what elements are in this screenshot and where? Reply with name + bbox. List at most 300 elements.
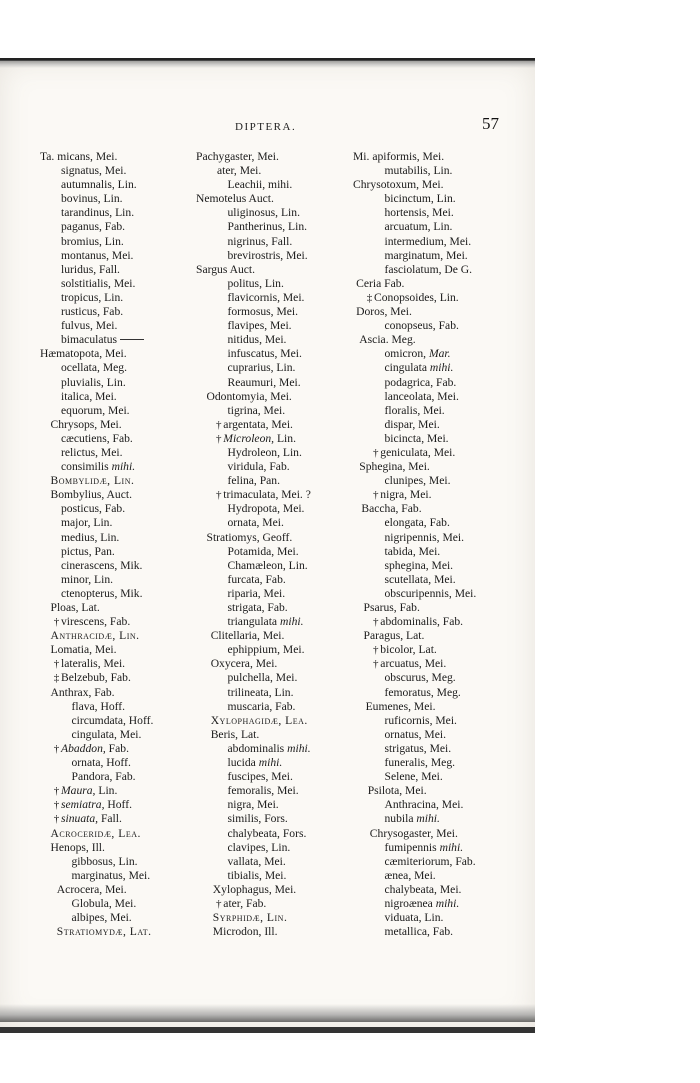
- index-entry: [353, 756, 533, 770]
- index-entry: [196, 178, 358, 192]
- index-entry: [40, 178, 200, 192]
- entry-text: ctenopterus, Mik.: [61, 586, 143, 600]
- entry-text: Stratiomys, Geoff.: [206, 530, 293, 544]
- index-entry: [40, 347, 200, 361]
- index-entry: [353, 249, 533, 263]
- index-entry: [40, 629, 200, 643]
- index-entry: [40, 291, 200, 305]
- index-entry: [40, 164, 200, 178]
- index-entry: [196, 911, 358, 925]
- entry-text: tibialis, Mei.: [227, 868, 287, 882]
- index-entry: [196, 206, 358, 220]
- entry-text: ornata, Hoff.: [71, 756, 131, 770]
- index-entry: [353, 206, 533, 220]
- index-entry: [196, 559, 358, 573]
- index-entry: [353, 897, 533, 911]
- entry-text: nigrinus, Fall.: [227, 234, 293, 248]
- index-entry: [353, 827, 533, 841]
- index-entry: [40, 587, 200, 601]
- entry-text: mutabilis, Lin.: [384, 164, 453, 178]
- entry-text: fumipennis: [384, 840, 437, 854]
- index-entry: [196, 390, 358, 404]
- index-entry: [196, 756, 358, 770]
- entry-text: lateralis, Mei.: [61, 657, 126, 671]
- index-entry: [40, 700, 200, 714]
- entry-text: ocellata, Meg.: [61, 361, 127, 375]
- index-entry: [40, 319, 200, 333]
- entry-text: felina, Pan.: [227, 474, 280, 488]
- entry-text: lucida: [227, 756, 256, 770]
- entry-text: arcuatum, Lin.: [384, 220, 453, 234]
- entry-italic-suffix: mihi.: [435, 896, 460, 910]
- entry-text: abdominalis: [227, 741, 285, 755]
- index-entry: [353, 418, 533, 432]
- index-entry: [40, 390, 200, 404]
- entry-text: Selene, Mei.: [384, 770, 443, 784]
- index-entry: [40, 235, 200, 249]
- entry-text: pluvialis, Lin.: [61, 375, 126, 389]
- index-entry: [353, 531, 533, 545]
- entry-text: autumnalis, Lin.: [61, 178, 137, 192]
- index-entry: [353, 545, 533, 559]
- dagger-mark: †: [216, 418, 222, 431]
- index-entry: [40, 516, 200, 530]
- index-entry: [40, 404, 200, 418]
- column-1: [40, 150, 200, 939]
- entry-text: Pantherinus, Lin.: [227, 220, 308, 234]
- entry-text: Hoff.: [107, 798, 132, 812]
- entry-text: bicincta, Mei.: [384, 431, 449, 445]
- entry-text: marginatus, Mei.: [71, 868, 151, 882]
- entry-italic-name: semiatra,: [61, 798, 105, 812]
- entry-text: rusticus, Fab.: [61, 305, 124, 319]
- index-entry: [353, 277, 533, 291]
- entry-text: italica, Mei.: [61, 389, 117, 403]
- entry-text: Anthrax, Fab.: [50, 685, 115, 699]
- index-entry: [196, 686, 358, 700]
- index-entry: [353, 657, 533, 671]
- entry-text: ornatus, Mei.: [384, 727, 447, 741]
- index-entry: [353, 615, 533, 629]
- entry-text: scutellata, Mei.: [384, 572, 456, 586]
- page-top-shadow: [0, 60, 535, 68]
- entry-text: tropicus, Lin.: [61, 290, 124, 304]
- index-entry: [353, 784, 533, 798]
- entry-text: ruficornis, Mei.: [384, 713, 457, 727]
- index-entry: [40, 742, 200, 756]
- dagger-mark: †: [373, 644, 379, 657]
- entry-text: Potamida, Mei.: [227, 544, 299, 558]
- entry-text: femoralis, Mei.: [227, 784, 299, 798]
- entry-text: elongata, Fab.: [384, 516, 450, 530]
- index-entry: [196, 897, 358, 911]
- index-entry: [40, 686, 200, 700]
- entry-text: cæcutiens, Fab.: [61, 431, 133, 445]
- index-entry: [353, 178, 533, 192]
- index-entry: [40, 841, 200, 855]
- index-entry: [196, 305, 358, 319]
- index-entry: [40, 827, 200, 841]
- index-entry: [353, 502, 533, 516]
- entry-text: posticus, Fab.: [61, 502, 126, 516]
- index-entry: [196, 361, 358, 375]
- index-entry: [196, 812, 358, 826]
- dagger-mark: ‡: [53, 672, 60, 685]
- index-entry: [353, 319, 533, 333]
- entry-text: metallica, Fab.: [384, 925, 454, 939]
- index-entry: [40, 615, 200, 629]
- index-entry: [40, 531, 200, 545]
- entry-text: Psarus, Fab.: [363, 601, 420, 614]
- entry-italic-name: Abaddon,: [61, 741, 106, 755]
- index-entry: [196, 333, 358, 347]
- entry-text: Oxycera, Mei.: [210, 657, 278, 671]
- entry-text: cingulata: [384, 361, 427, 375]
- index-entry: [353, 601, 533, 615]
- index-entry: [353, 587, 533, 601]
- entry-text: luridus, Fall.: [61, 262, 120, 276]
- entry-text: Beris, Lat.: [210, 727, 260, 741]
- index-entry: [353, 192, 533, 206]
- entry-text: Ascia. Meg.: [359, 333, 416, 347]
- entry-text: tabida, Mei.: [384, 544, 441, 558]
- index-entry: [196, 319, 358, 333]
- index-entry: [40, 220, 200, 234]
- entry-text: Acrocera, Mei.: [56, 882, 127, 896]
- entry-text: Mi. apiformis, Mei.: [353, 150, 445, 163]
- entry-text: Acroceridæ, Lea.: [50, 826, 141, 840]
- entry-text: chalybeata, Fors.: [227, 826, 307, 840]
- dagger-mark: †: [53, 799, 60, 812]
- index-entry: [353, 361, 533, 375]
- index-entry: [40, 446, 200, 460]
- entry-text: trilineata, Lin.: [227, 685, 294, 699]
- entry-text: sphegina, Mei.: [384, 558, 454, 572]
- index-entry: [40, 545, 200, 559]
- entry-text: Lin.: [98, 784, 118, 798]
- index-entry: [196, 827, 358, 841]
- entry-text: brevirostris, Mei.: [227, 248, 308, 262]
- entry-text: triangulata: [227, 615, 278, 629]
- entry-text: Leachii, mihi.: [227, 178, 293, 192]
- entry-text: Ta. micans, Mei.: [40, 150, 118, 163]
- entry-text: riparia, Mei.: [227, 586, 286, 600]
- index-entry: [353, 911, 533, 925]
- index-entry: [40, 643, 200, 657]
- entry-italic-name: Microleon,: [223, 431, 275, 445]
- entry-text: clunipes, Mei.: [384, 474, 451, 488]
- index-entry: [353, 376, 533, 390]
- dagger-mark: †: [53, 742, 60, 755]
- entry-text: argentata, Mei.: [223, 417, 293, 431]
- entry-italic-suffix: mihi.: [287, 741, 311, 755]
- entry-text: Xylophagidæ, Lea.: [210, 713, 308, 727]
- entry-text: nigra, Mei.: [227, 798, 279, 812]
- dagger-mark: †: [373, 616, 379, 629]
- index-entry: [353, 855, 533, 869]
- entry-text: Chrysogaster, Mei.: [369, 826, 458, 840]
- index-entry: [196, 235, 358, 249]
- dagger-mark: †: [53, 616, 60, 629]
- index-entry: [40, 770, 200, 784]
- index-entry: [40, 474, 200, 488]
- index-entry: [196, 883, 358, 897]
- index-entry: [353, 812, 533, 826]
- column-3: [353, 150, 533, 939]
- entry-text: medius, Lin.: [61, 530, 120, 544]
- entry-text: conopseus, Fab.: [384, 319, 459, 333]
- index-entry: [196, 742, 358, 756]
- entry-italic-suffix: mihi.: [258, 756, 283, 770]
- index-entry: [196, 488, 358, 502]
- entry-text: bimaculatus: [61, 333, 118, 347]
- index-entry: [196, 643, 358, 657]
- entry-text: trimaculata, Mei. ?: [223, 488, 311, 502]
- index-entry: [196, 629, 358, 643]
- ditto-rule: [120, 339, 144, 340]
- dagger-mark: †: [373, 489, 379, 502]
- index-entry: [196, 573, 358, 587]
- entry-text: Anthracidæ, Lin.: [50, 629, 140, 643]
- entry-text: nigroænea: [384, 896, 433, 910]
- entry-text: nitidus, Mei.: [227, 333, 287, 347]
- entry-text: Pachygaster, Mei.: [196, 150, 279, 163]
- entry-text: furcata, Fab.: [227, 572, 286, 586]
- index-entry: [40, 277, 200, 291]
- index-entry: [353, 925, 533, 939]
- entry-text: intermedium, Mei.: [384, 234, 472, 248]
- entry-text: vallata, Mei.: [227, 854, 286, 868]
- index-entry: [353, 404, 533, 418]
- entry-text: marginatum, Mei.: [384, 248, 468, 262]
- entry-text: Bombylidæ, Lin.: [50, 474, 135, 488]
- entry-text: ater, Fab.: [223, 896, 267, 910]
- index-entry: [40, 897, 200, 911]
- index-entry: [196, 432, 358, 446]
- entry-text: Stratiomydæ, Lat.: [56, 925, 152, 939]
- index-entry: [353, 488, 533, 502]
- entry-text: Sargus Auct.: [196, 262, 256, 276]
- entry-text: pulchella, Mei.: [227, 671, 298, 685]
- entry-text: obscurus, Meg.: [384, 671, 456, 685]
- index-entry: [40, 671, 200, 685]
- entry-text: Microdon, Ill.: [212, 925, 278, 939]
- index-entry: [353, 432, 533, 446]
- index-entry: [353, 714, 533, 728]
- entry-text: Lomatia, Mei.: [50, 643, 117, 657]
- index-entry: [353, 460, 533, 474]
- index-entry: [196, 376, 358, 390]
- index-entry: [40, 869, 200, 883]
- index-entry: [196, 925, 358, 939]
- entry-text: ephippium, Mei.: [227, 643, 305, 657]
- entry-text: Globula, Mei.: [71, 896, 137, 910]
- entry-text: Bombylius, Auct.: [50, 488, 132, 502]
- index-entry: [353, 474, 533, 488]
- entry-text: fasciolatum, De G.: [384, 262, 473, 276]
- index-entry: [40, 150, 200, 164]
- index-entry: [353, 841, 533, 855]
- entry-text: ater, Mei.: [217, 164, 262, 178]
- index-entry: [196, 700, 358, 714]
- entry-text: Xylophagus, Mei.: [212, 882, 297, 896]
- entry-text: similis, Fors.: [227, 812, 288, 826]
- entry-text: nubila: [384, 812, 414, 826]
- entry-text: cuprarius, Lin.: [227, 361, 296, 375]
- entry-text: abdominalis, Fab.: [380, 615, 464, 629]
- index-entry: [353, 235, 533, 249]
- entry-text: major, Lin.: [61, 516, 113, 530]
- index-entry: [196, 869, 358, 883]
- index-entry: [196, 784, 358, 798]
- entry-text: Doros, Mei.: [356, 305, 412, 319]
- entry-text: Fab.: [108, 741, 129, 755]
- entry-text: cæmiteriorum, Fab.: [384, 854, 476, 868]
- entry-text: ænea, Mei.: [384, 868, 436, 882]
- entry-text: relictus, Mei.: [61, 445, 123, 459]
- entry-text: funeralis, Meg.: [384, 756, 456, 770]
- index-entry: [196, 220, 358, 234]
- entry-text: Chrysotoxum, Mei.: [353, 178, 444, 192]
- entry-text: gibbosus, Lin.: [71, 854, 138, 868]
- entry-text: paganus, Fab.: [61, 220, 126, 234]
- entry-text: Sphegina, Mei.: [359, 460, 430, 474]
- entry-text: Syrphidæ, Lin.: [212, 911, 288, 925]
- index-entry: [196, 460, 358, 474]
- index-entry: [196, 587, 358, 601]
- index-entry: [40, 559, 200, 573]
- index-entry: [196, 291, 358, 305]
- entry-text: fuscipes, Mei.: [227, 770, 293, 784]
- index-entry: [196, 728, 358, 742]
- entry-text: virescens, Fab.: [61, 615, 131, 629]
- entry-italic-suffix: mihi.: [416, 812, 440, 826]
- entry-text: flavicornis, Mei.: [227, 290, 305, 304]
- index-entry: [353, 770, 533, 784]
- entry-text: nigra, Mei.: [380, 488, 432, 502]
- index-entry: [196, 418, 358, 432]
- index-entry: [40, 714, 200, 728]
- index-entry: [40, 573, 200, 587]
- entry-text: Belzebub, Fab.: [61, 671, 131, 685]
- dagger-mark: †: [216, 432, 222, 445]
- index-entry: [196, 277, 358, 291]
- entry-text: hortensis, Mei.: [384, 206, 454, 220]
- index-entry: [196, 545, 358, 559]
- index-entry: [196, 531, 358, 545]
- index-entry: [196, 404, 358, 418]
- entry-text: Henops, Ill.: [50, 840, 105, 854]
- index-entry: [40, 376, 200, 390]
- entry-text: Odontomyia, Mei.: [206, 389, 292, 403]
- entry-text: muscaria, Fab.: [227, 699, 296, 713]
- entry-text: albipes, Mei.: [71, 911, 132, 925]
- index-entry: [40, 249, 200, 263]
- index-entry: [40, 460, 200, 474]
- dagger-mark: †: [53, 658, 60, 671]
- index-entry: [196, 714, 358, 728]
- index-entry: [353, 263, 533, 277]
- index-entry: [196, 657, 358, 671]
- entry-text: Paragus, Lat.: [363, 629, 425, 643]
- index-entry: [40, 601, 200, 615]
- entry-text: Pandora, Fab.: [71, 770, 136, 784]
- index-entry: [353, 390, 533, 404]
- entry-text: bovinus, Lin.: [61, 192, 123, 206]
- index-entry: [196, 841, 358, 855]
- index-entry: [353, 798, 533, 812]
- index-entry: [353, 516, 533, 530]
- index-entry: [353, 728, 533, 742]
- dagger-mark: †: [216, 489, 222, 502]
- index-entry: [196, 164, 358, 178]
- entry-text: nigripennis, Mei.: [384, 530, 465, 544]
- index-entry: [353, 629, 533, 643]
- index-entry: [40, 305, 200, 319]
- running-header: DIPTERA.: [235, 121, 297, 133]
- entry-text: circumdata, Hoff.: [71, 713, 154, 727]
- entry-text: Chamæleon, Lin.: [227, 558, 308, 572]
- entry-text: Psilota, Mei.: [367, 784, 427, 798]
- index-entry: [196, 798, 358, 812]
- entry-italic-suffix: mihi.: [111, 460, 136, 474]
- index-entry: [40, 502, 200, 516]
- entry-text: Ploas, Lat.: [50, 601, 100, 614]
- index-entry: [40, 418, 200, 432]
- index-entry: [196, 474, 358, 488]
- index-entry: [353, 559, 533, 573]
- entry-text: femoratus, Meg.: [384, 685, 461, 699]
- index-entry: [40, 333, 200, 347]
- entry-text: Hydropota, Mei.: [227, 502, 305, 516]
- index-entry: [196, 601, 358, 615]
- entry-text: viridula, Fab.: [227, 460, 290, 474]
- dagger-mark: †: [373, 658, 379, 671]
- index-entry: [196, 263, 358, 277]
- index-entry: [353, 869, 533, 883]
- entry-text: equorum, Mei.: [61, 403, 130, 417]
- index-entry: [353, 686, 533, 700]
- entry-text: flava, Hoff.: [71, 699, 126, 713]
- index-entry: [353, 883, 533, 897]
- dagger-mark: †: [216, 897, 222, 910]
- index-entry: [196, 150, 358, 164]
- entry-text: dispar, Mei.: [384, 417, 440, 431]
- index-entry: [40, 784, 200, 798]
- page-number: 57: [482, 114, 499, 133]
- index-entry: [40, 883, 200, 897]
- entry-text: politus, Lin.: [227, 276, 284, 290]
- entry-text: minor, Lin.: [61, 572, 114, 586]
- entry-text: bromius, Lin.: [61, 234, 124, 248]
- page-bottom-shadow: [0, 1004, 535, 1022]
- entry-italic-suffix: mihi.: [429, 361, 454, 375]
- dagger-mark: †: [53, 813, 60, 826]
- entry-text: cingulata, Mei.: [71, 727, 142, 741]
- entry-text: tigrina, Mei.: [227, 403, 286, 417]
- entry-italic-suffix: mihi.: [279, 615, 304, 629]
- entry-italic-name: Maura,: [61, 784, 96, 798]
- entry-text: Conopsoides, Lin.: [374, 290, 459, 304]
- entry-text: obscuripennis, Mei.: [384, 586, 477, 600]
- index-entry: [353, 643, 533, 657]
- index-entry: [353, 164, 533, 178]
- entry-text: Hydroleon, Lin.: [227, 445, 302, 459]
- index-entry: [40, 925, 200, 939]
- entry-text: strigatus, Mei.: [384, 741, 452, 755]
- index-entry: [40, 432, 200, 446]
- index-entry: [196, 615, 358, 629]
